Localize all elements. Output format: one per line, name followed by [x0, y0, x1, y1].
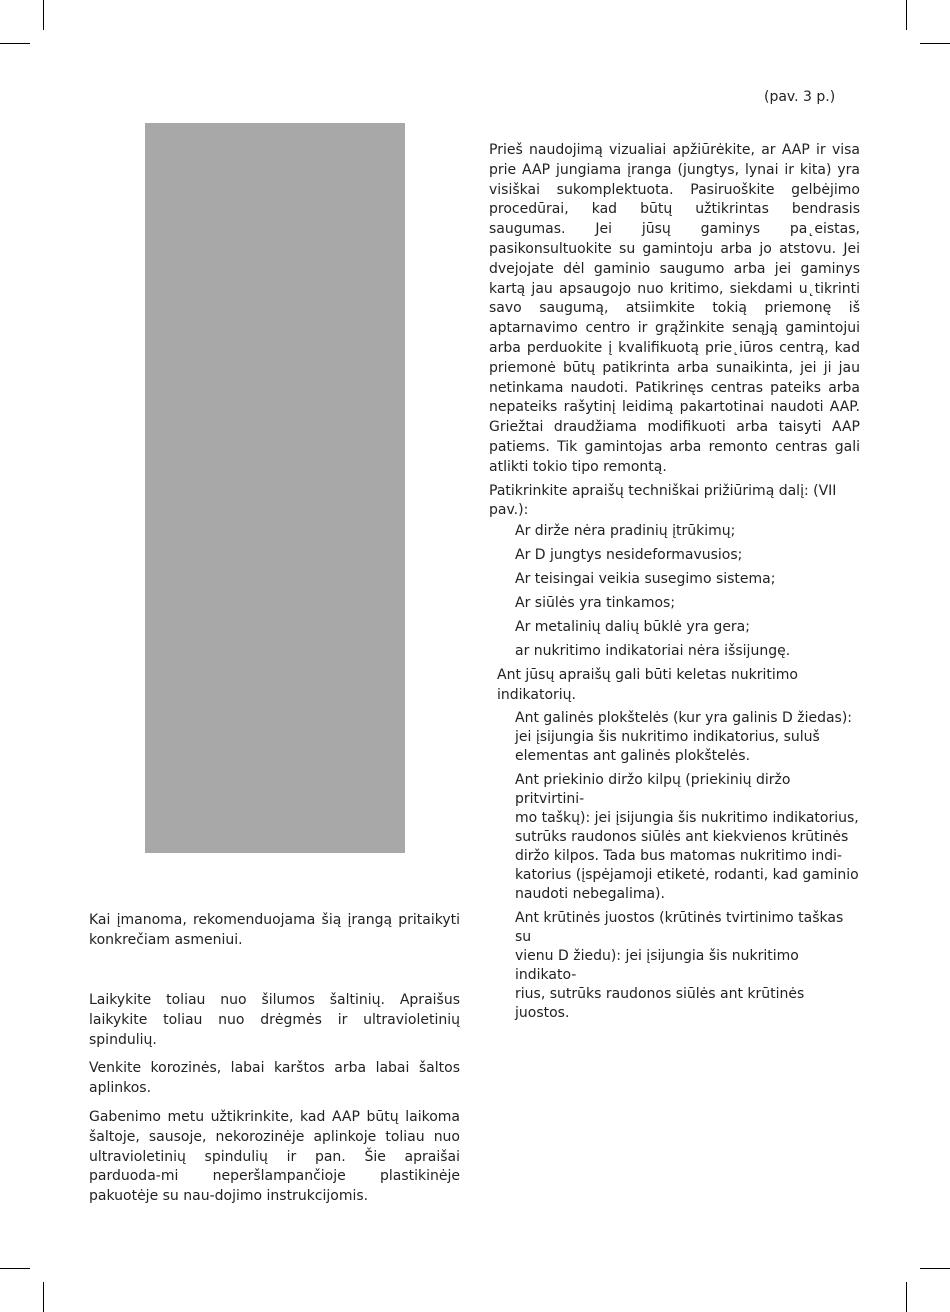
crop-mark [920, 43, 950, 44]
inspection-paragraph: Prieš naudojimą vizualiai apžiūrėkite, ar AAP ir visa prie AAP jungiama įranga (jungtys, lynai ir kita) yra visiškai sukomplektuota. Pasiruoškite gelbėjimo procedūrai, kad būtų užtikrintas bendrasis saugumas. Jei jūsų gaminys pa˛eistas, pasikonsultuokite su gamintoju arba jo atstovu. Jei dvejojate dėl gaminio saugumo arba jei gaminys kartą jau apsaugojo nuo kritimo, siekdami u˛tikrinti savo saugumą, atsiimkite tokią priemonę iš aptarnavimo centro ir grąžinkite senąją gamintojui arba perduokite į kvalifikuotą prie˛iūros centrą, kad priemonė būtų patikrinta arba sunaikinta, jei ji jau netinkama naudoti. Patikrinęs centras pateiks arba nepateiks rašytinį leidimą pakartotinai naudoti AAP. Griežtai draudžiama modifikuoti arba taisyti AAP patiems. Tik gamintojas arba remonto centras gali atlikti tokio tipo remontą. [489, 142, 860, 475]
list-item: Ar metalinių dalių būklė yra gera; [515, 619, 750, 636]
crop-mark [43, 0, 44, 30]
storage-paragraph: Gabenimo metu užtikrinkite, kad AAP būtų laikoma šaltoje, sausoje, nekorozinėje aplinkoje toliau nuo ultravioletinių spindulių ir pan. Šie apraišai parduoda-mi neperšlampančioje plastikinėje pakuotėje su nau-dojimo instrukcijomis. [89, 1108, 460, 1205]
list-item: Ar siūlės yra tinkamos; [515, 595, 676, 612]
list-item: Ar teisingai veikia susegimo sistema; [515, 571, 776, 588]
crop-mark [906, 1282, 907, 1312]
list-item: Ant priekinio diržo kilpų (priekinių diržo pritvirtini- mo taškų): jei įsijungia šis nukritimo indikatorius, sutrūks raudonos siūlės ant kiekvienos krūtinės diržo kilpos. Tada bus matomas nukritimo indi- katorius (įspėjamoji etiketė, rodanti, kad gaminio naudoti nebegalima). [515, 771, 859, 902]
right-column [489, 141, 860, 1028]
storage-section [89, 991, 460, 1216]
page-reference: (pav. 3 p.) [764, 89, 836, 105]
list-item: Ar dirže nėra pradinių įtrūkimų; [515, 523, 736, 540]
crop-mark [0, 43, 30, 44]
crop-mark [43, 1282, 44, 1312]
list-item: ar nukritimo indikatoriai nėra išsijungę. [515, 643, 791, 660]
image-placeholder [145, 123, 405, 853]
indicator-list [489, 709, 860, 1023]
adjust-paragraph: Kai įmanoma, rekomenduojama šią įrangą pritaikyti konkrečiam asmeniui. [89, 912, 460, 948]
indicators-heading: Ant jūsų apraišų gali būti keletas nukritimo indikatorių. [497, 667, 798, 703]
check-heading: Patikrinkite apraišų techniškai prižiūrimą dalį: (VII pav.): [489, 482, 837, 519]
crop-mark [0, 1268, 30, 1269]
check-list [489, 522, 860, 662]
crop-mark [906, 0, 907, 30]
adjust-section [89, 911, 460, 951]
list-item: Ant galinės plokštelės (kur yra galinis D žiedas): jei įsijungia šis nukritimo indikatorius, suluš elementas ant galinės plokštelės. [515, 709, 853, 764]
storage-paragraph: Venkite korozinės, labai karštos arba labai šaltos aplinkos. [89, 1060, 460, 1097]
list-item: Ar D jungtys nesideformavusios; [515, 547, 743, 564]
storage-paragraph: Laikykite toliau nuo šilumos šaltinių. Apraišus laikykite toliau nuo drėgmės ir ultravioletinių spindulių. [89, 992, 460, 1048]
list-item: Ant krūtinės juostos (krūtinės tvirtinimo taškas su vienu D žiedu): jei įsijungia šis nukritimo indikato- rius, sutrūks raudonos siūlės ant krūtinės juostos. [515, 909, 844, 1021]
crop-mark [920, 1268, 950, 1269]
